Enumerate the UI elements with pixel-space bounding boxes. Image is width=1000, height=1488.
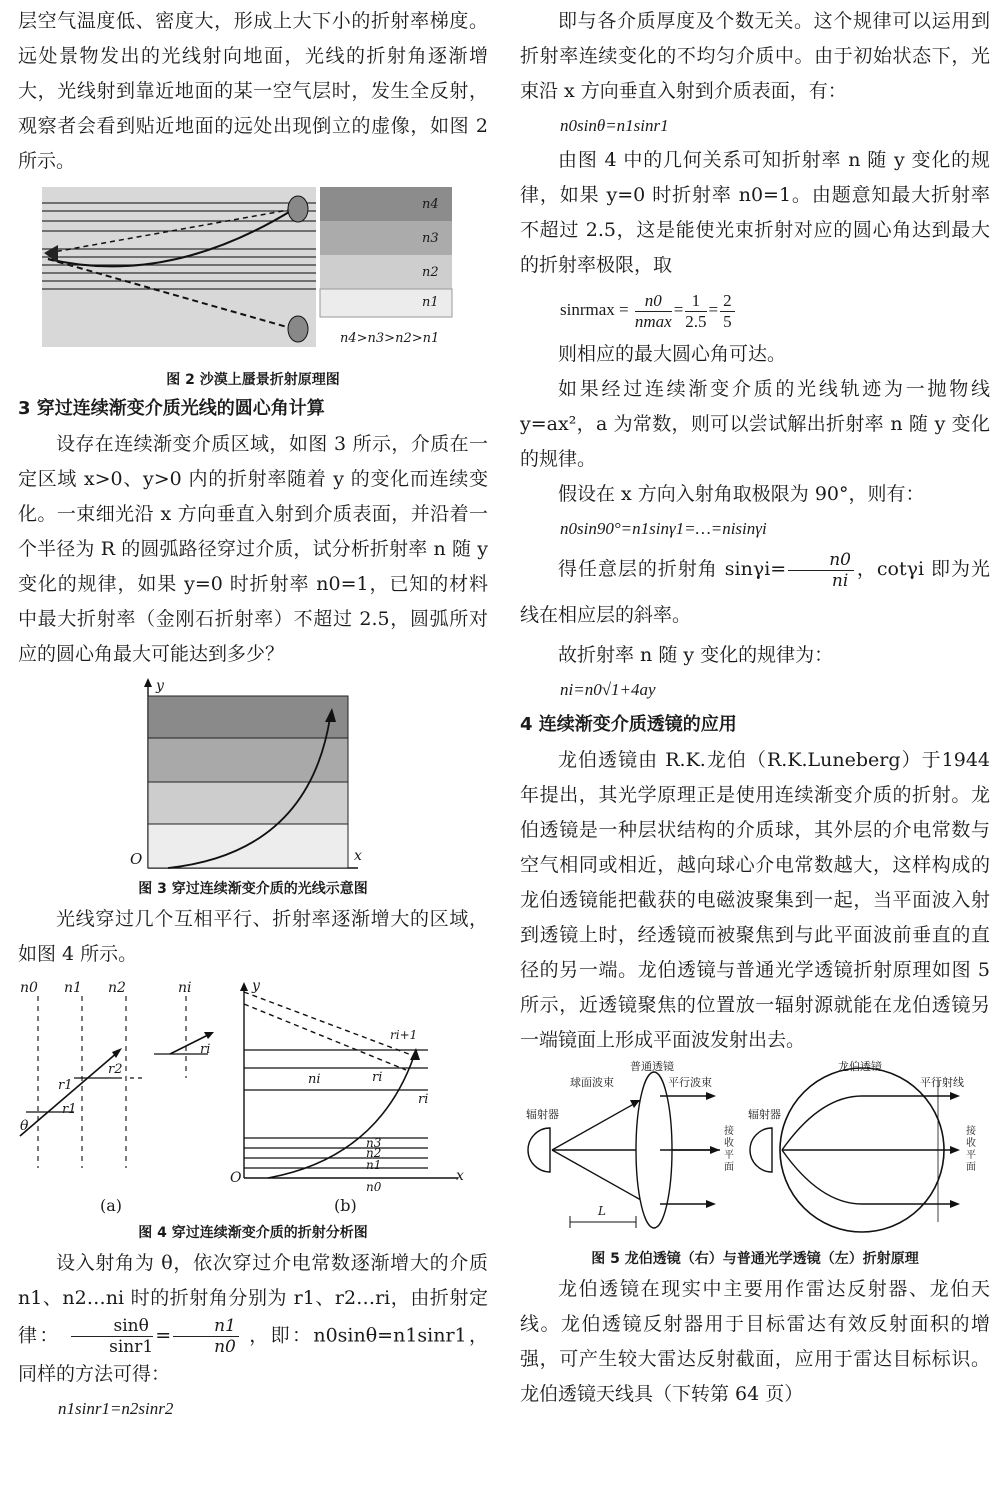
equation: ni=n0√1+4ay xyxy=(560,680,656,699)
paragraph: 则相应的最大圆心角可达。 xyxy=(558,343,787,365)
equation: n1sinr1=n2sinr2 xyxy=(58,1399,174,1418)
fraction-denominator: nmax xyxy=(634,311,672,331)
figure-3 xyxy=(18,678,488,874)
paragraph: 如果经过连续渐变介质的光线轨迹为一抛物线 y=ax²，a 为常数，则可以尝试解出折射率 n 随 y 变化的规律。 xyxy=(520,378,990,470)
fraction-numerator: sinθ xyxy=(71,1316,153,1337)
paragraph: 故折射率 n 随 y 变化的规律为： xyxy=(558,644,834,666)
fig5-left-wave: 球面波束 xyxy=(570,1076,614,1089)
figure-3-graphic xyxy=(18,678,488,874)
paragraph xyxy=(520,546,990,638)
fraction xyxy=(788,550,854,591)
fig5-right-parallel: 平行射线 xyxy=(920,1076,964,1089)
fraction-numerator: n1 xyxy=(173,1316,239,1337)
y-axis-label: y xyxy=(156,678,164,694)
section-3-heading: 3 穿过连续渐变介质光线的圆心角计算 xyxy=(18,398,325,419)
fig5-left-L: L xyxy=(598,1204,606,1218)
paragraph: 设存在连续渐变介质区域，如图 3 所示，介质在一定区域 x>0、y>0 内的折射率随着 y 的变化而连续变化。一束细光沿 x 方向垂直入射到介质表面，并沿着一个半径为 R 的圆弧路径穿过介质，试分析折射率 n 随 y 变化的规律，如果 y=0 时折射率 n0=1，已知的材料中最大折射率（金刚石折射率）不超过 2.5，圆弧所对应的圆心角最大可能达到多少？ xyxy=(18,433,488,665)
text-run: 得任意层的折射角 sinγi= xyxy=(558,558,787,580)
fig5-left-parallel: 平行波束 xyxy=(668,1076,712,1089)
fig4a-label-n2: n2 xyxy=(108,980,126,996)
figure-2 xyxy=(18,187,488,365)
paragraph: 光线穿过几个互相平行、折射率逐渐增大的区域，如图 4 所示。 xyxy=(18,908,488,965)
fig4b-label-origin: O xyxy=(230,1170,242,1186)
text-run: 设入射角为 θ，依次穿过介电常数逐渐增大的介质 n1、n2…ni 时的折射角分别为 r1、r2…ri，由折射定律： xyxy=(18,1252,488,1347)
fraction-numerator: 1 xyxy=(685,291,706,312)
figure-5-graphic xyxy=(520,1066,990,1244)
fraction-numerator: 2 xyxy=(720,291,735,312)
fig4-sub-a: (a) xyxy=(100,1196,123,1215)
paragraph: 龙伯透镜由 R.K.龙伯（R.K.Luneberg）于1944 年提出，其光学原理正是使用连续渐变介质的折射。龙伯透镜是一种层状结构的介质球，其外层的介电常数与空气相同或相近，越向球心介电常数越大，这样构成的龙伯透镜能把截获的电磁波聚集到一起，当平面波入射到透镜上时，经透镜而被聚焦到与此平面波前垂直的直径的另一端。龙伯透镜与普通光学透镜折射原理如图 5 所示，近透镜聚焦的位置放一辐射源就能在龙伯透镜另一端镜面上形成平面波发射出去。 xyxy=(520,749,990,1051)
figure-4-caption: 图 4 穿过连续渐变介质的折射分析图 xyxy=(138,1225,368,1241)
left-column xyxy=(18,0,488,1426)
fig5-left-receive: 接收平面 xyxy=(724,1126,734,1173)
x-axis-label: x xyxy=(354,848,362,864)
fraction-numerator: n0 xyxy=(635,291,672,312)
layer-label-n2: n2 xyxy=(422,265,439,280)
equals: = xyxy=(708,300,719,319)
figure-3-caption: 图 3 穿过连续渐变介质的光线示意图 xyxy=(138,881,368,897)
paragraph: 层空气温度低、密度大，形成上大下小的折射率梯度。远处景物发出的光线射向地面，光线的折射角逐渐增大，光线射到靠近地面的某一空气层时，发生全反射，观察者会看到贴近地面的远处出现倒立的虚像，如图 2 所示。 xyxy=(18,10,488,172)
fig4b-label-n2: n2 xyxy=(366,1146,382,1160)
fig4a-label-n1: n1 xyxy=(64,980,82,996)
fig4b-label-n0: n0 xyxy=(366,1180,382,1194)
fig4a-label-r2: r2 xyxy=(108,1062,123,1077)
fig4a-label-r1b: r1 xyxy=(62,1102,77,1117)
fig4a-label-r1: r1 xyxy=(58,1078,73,1093)
equation-sinrmax xyxy=(520,283,990,337)
fraction xyxy=(720,291,735,332)
layer-label-n1: n1 xyxy=(422,295,439,310)
fig4b-label-x: x xyxy=(456,1168,464,1184)
fig5-right-source: 辐射器 xyxy=(748,1108,781,1121)
right-column xyxy=(520,0,990,1412)
fraction xyxy=(635,291,672,332)
equation: n0sin90°=n1sinγ1=…=nisinγi xyxy=(560,519,767,538)
fig4b-label-ni: ni xyxy=(308,1072,321,1087)
fig5-right-title: 龙伯透镜 xyxy=(838,1060,882,1073)
fraction xyxy=(685,291,706,332)
fig4a-label-ni: ni xyxy=(178,980,192,996)
fraction-denominator: sinr1 xyxy=(109,1337,154,1357)
text-run: ，cotγi 即为光线在相应层的斜率。 xyxy=(520,558,990,626)
fig4b-label-ri: ri xyxy=(372,1070,383,1085)
equals: = xyxy=(673,300,684,319)
layer-label-n4: n4 xyxy=(422,197,439,212)
layer-relation: n4>n3>n2>n1 xyxy=(340,331,440,346)
fraction-denominator: ni xyxy=(831,570,849,591)
fraction-numerator: n0 xyxy=(788,550,854,571)
figure-4 xyxy=(18,978,488,1218)
equals: = xyxy=(155,1324,172,1347)
fig5-right-receive: 接收平面 xyxy=(966,1126,976,1173)
fig4b-label-n1: n1 xyxy=(366,1158,382,1172)
origin-label: O xyxy=(130,850,143,868)
paragraph: 由图 4 中的几何关系可知折射率 n 随 y 变化的规律，如果 y=0 时折射率 n0=1。由题意知最大折射率不超过 2.5，这是能使光束折射对应的圆心角达到最大的折射率极限，取 xyxy=(520,149,990,276)
fig5-left-title: 普通透镜 xyxy=(630,1060,674,1073)
figure-2-caption: 图 2 沙漠上蜃景折射原理图 xyxy=(166,372,340,388)
paragraph: 龙伯透镜在现实中主要用作雷达反射器、龙伯天线。龙伯透镜反射器用于目标雷达有效反射面积的增强，可产生较大雷达反射截面，应用于雷达目标标识。龙伯透镜天线具（下转第 64 页） xyxy=(520,1278,990,1405)
fig4b-label-y: y xyxy=(252,978,260,994)
fig4b-label-ri1: ri+1 xyxy=(390,1028,418,1042)
section-4-heading: 4 连续渐变介质透镜的应用 xyxy=(520,714,737,735)
fig5-left-source: 辐射器 xyxy=(526,1108,559,1121)
fraction xyxy=(173,1316,239,1357)
fraction xyxy=(71,1316,153,1357)
paragraph: 假设在 x 方向入射角取极限为 90°，则有： xyxy=(558,483,925,505)
fig4a-label-n0: n0 xyxy=(20,980,38,996)
fig4-sub-b: (b) xyxy=(334,1196,357,1215)
fraction-denominator: 2.5 xyxy=(685,311,707,331)
fraction-denominator: 5 xyxy=(723,311,732,331)
eq-lhs: sinrmax = xyxy=(560,300,629,319)
paragraph: 即与各介质厚度及个数无关。这个规律可以运用到折射率连续变化的不均匀介质中。由于初始状态下，光束沿 x 方向垂直入射到介质表面，有： xyxy=(520,10,990,102)
text-run: ，即：n0sinθ=n1sinr1，同样的方法可得： xyxy=(18,1324,489,1385)
figure-5-caption: 图 5 龙伯透镜（右）与普通光学透镜（左）折射原理 xyxy=(591,1251,919,1267)
layer-label-n3: n3 xyxy=(422,231,439,246)
fig4a-label-theta: θ xyxy=(20,1118,29,1134)
paragraph xyxy=(18,1246,488,1392)
figure-5 xyxy=(520,1060,990,1244)
fraction-denominator: n0 xyxy=(214,1337,236,1357)
fig4b-label-ri2: ri xyxy=(418,1092,429,1107)
fig4b-label-n3: n3 xyxy=(366,1136,382,1150)
equation: n0sinθ=n1sinr1 xyxy=(560,116,669,135)
fig4a-label-ri: ri xyxy=(200,1042,211,1057)
